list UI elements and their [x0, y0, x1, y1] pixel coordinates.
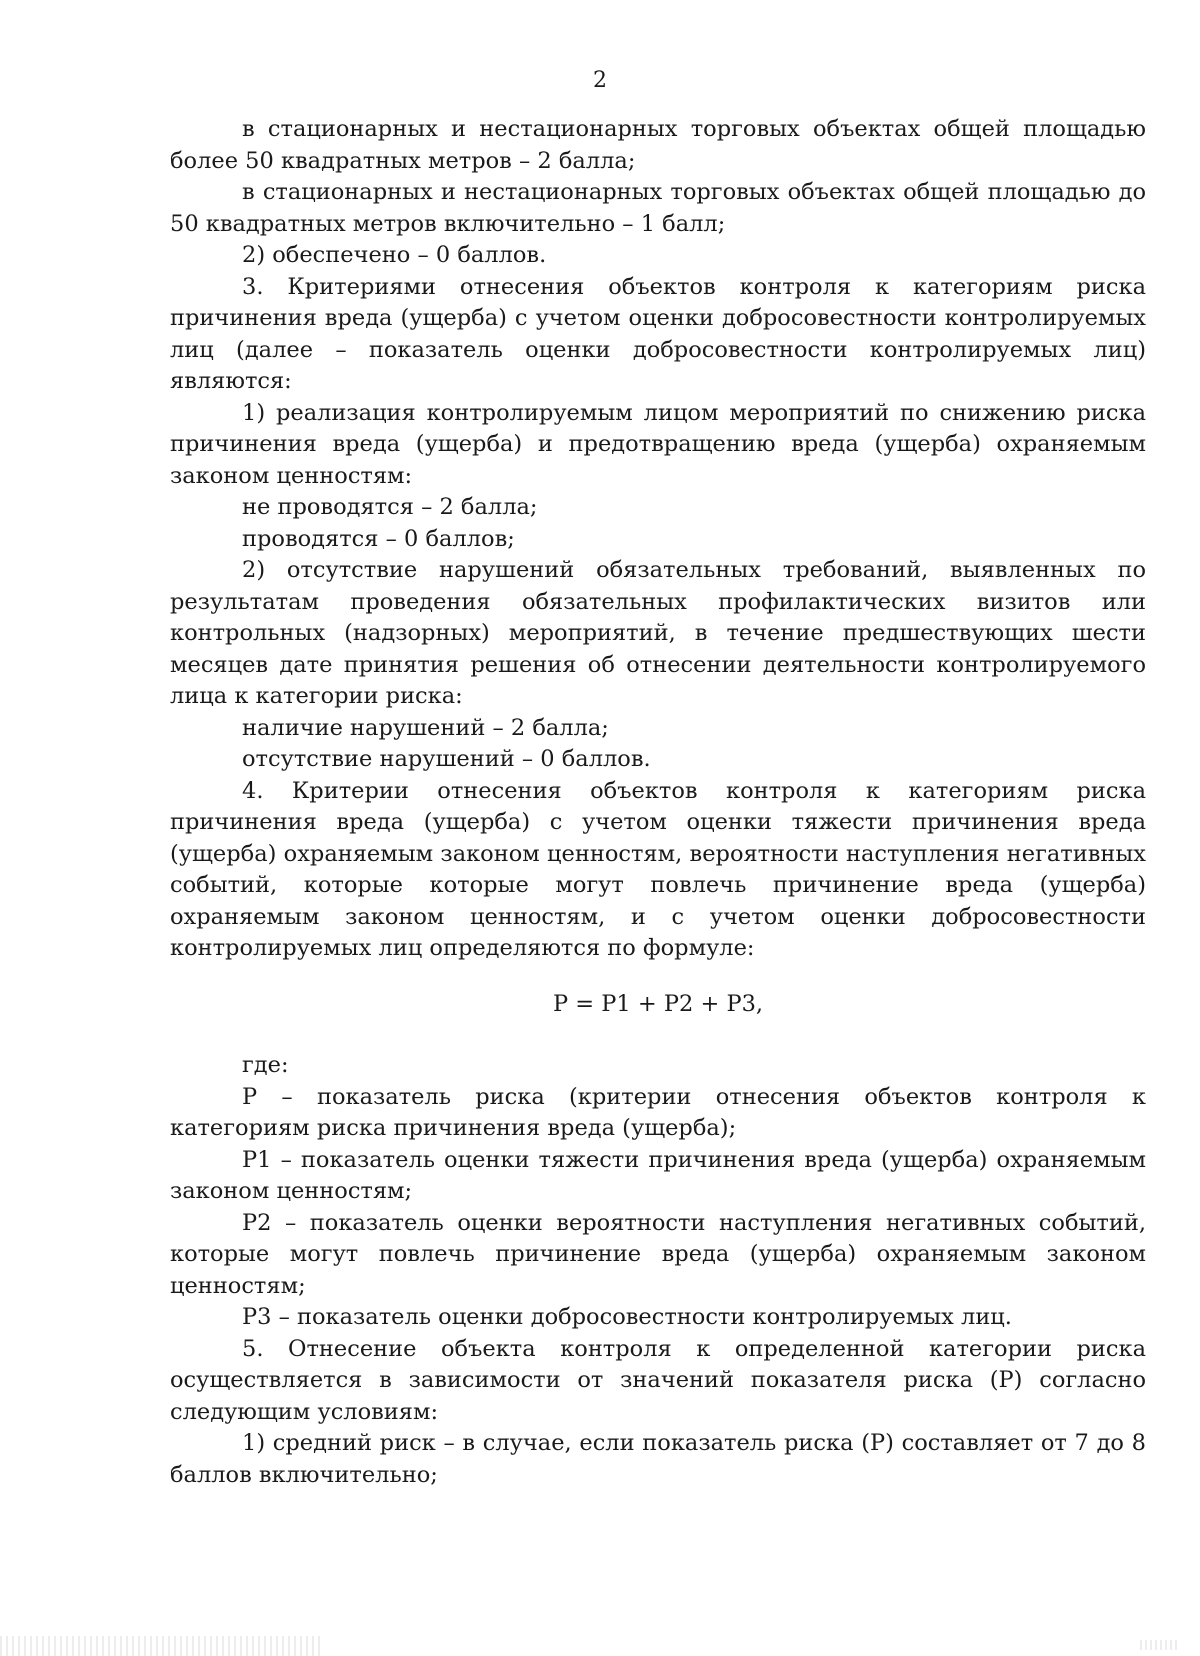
risk-formula: P = P1 + P2 + P3,: [552, 990, 764, 1017]
paragraph-medium-risk: 1) средний риск – в случае, если показатель риска (P) составляет от 7 до 8 баллов включительно;: [170, 1430, 1146, 1488]
paragraph-item-3: 3. Критериями отнесения объектов контроля к категориям риска причинения вреда (ущерба) с учетом оценки добросовестности контролируемых лиц (далее – показатель оценки добросовестности контролируемых лиц) являются:: [170, 273, 1146, 394]
paragraph-item-3-1: 1) реализация контролируемым лицом мероприятий по снижению риска причинения вреда (ущерба) и предотвращению вреда (ущерба) охраняемым законом ценностям:: [170, 399, 1146, 489]
paragraph-def-p3: P3 – показатель оценки добросовестности контролируемых лиц.: [242, 1304, 1012, 1330]
paragraph-violations-absent: отсутствие нарушений – 0 баллов.: [242, 746, 651, 772]
paragraph-item-4: 4. Критерии отнесения объектов контроля к категориям риска причинения вреда (ущерба) с учетом оценки тяжести причинения вреда (ущерба) охраняемым законом ценностям, вероятности наступления негативных событий, которые которые могут повлечь причинение вреда (ущерба) охраняемым законом ценностям, и с учетом оценки добросовестности контролируемых лиц определяются по формуле:: [170, 777, 1146, 961]
paragraph-def-p: P – показатель риска (критерии отнесения объектов контроля к категориям риска причинения вреда (ущерба);: [170, 1083, 1146, 1141]
scan-artifact-left: [0, 1636, 320, 1656]
paragraph-not-conducted: не проводятся – 2 балла;: [242, 494, 538, 520]
paragraph-provided: 2) обеспечено – 0 баллов.: [242, 242, 547, 268]
paragraph-conducted: проводятся – 0 баллов;: [242, 525, 515, 552]
paragraph-def-p1: P1 – показатель оценки тяжести причинения вреда (ущерба) охраняемым законом ценностям;: [170, 1146, 1146, 1204]
paragraph-item-3-2: 2) отсутствие нарушений обязательных требований, выявленных по результатам проведения обязательных профилактических визитов или контрольных (надзорных) мероприятий, в течение предшествующих шести месяцев дате принятия решения об отнесении деятельности контролируемого лица к категории риска:: [170, 557, 1146, 709]
document-body: [170, 114, 1146, 1491]
paragraph-small-objects: в стационарных и нестационарных торговых объектах общей площадью до 50 квадратных метров включительно – 1 балл;: [170, 179, 1146, 237]
paragraph-violations-present: наличие нарушений – 2 балла;: [242, 714, 609, 741]
paragraph-where: где:: [242, 1052, 289, 1078]
paragraph-def-p2: P2 – показатель оценки вероятности наступления негативных событий, которые могут повлечь причинение вреда (ущерба) охраняемым законом ценностям;: [170, 1209, 1146, 1299]
scan-artifact-right: [1140, 1640, 1180, 1650]
paragraph-item-5: 5. Отнесение объекта контроля к определенной категории риска осуществляется в зависимости от значений показателя риска (P) согласно следующим условиям:: [170, 1335, 1146, 1425]
page-number: 2: [593, 68, 607, 93]
paragraph-large-objects: в стационарных и нестационарных торговых объектах общей площадью более 50 квадратных метров – 2 балла;: [170, 116, 1146, 174]
